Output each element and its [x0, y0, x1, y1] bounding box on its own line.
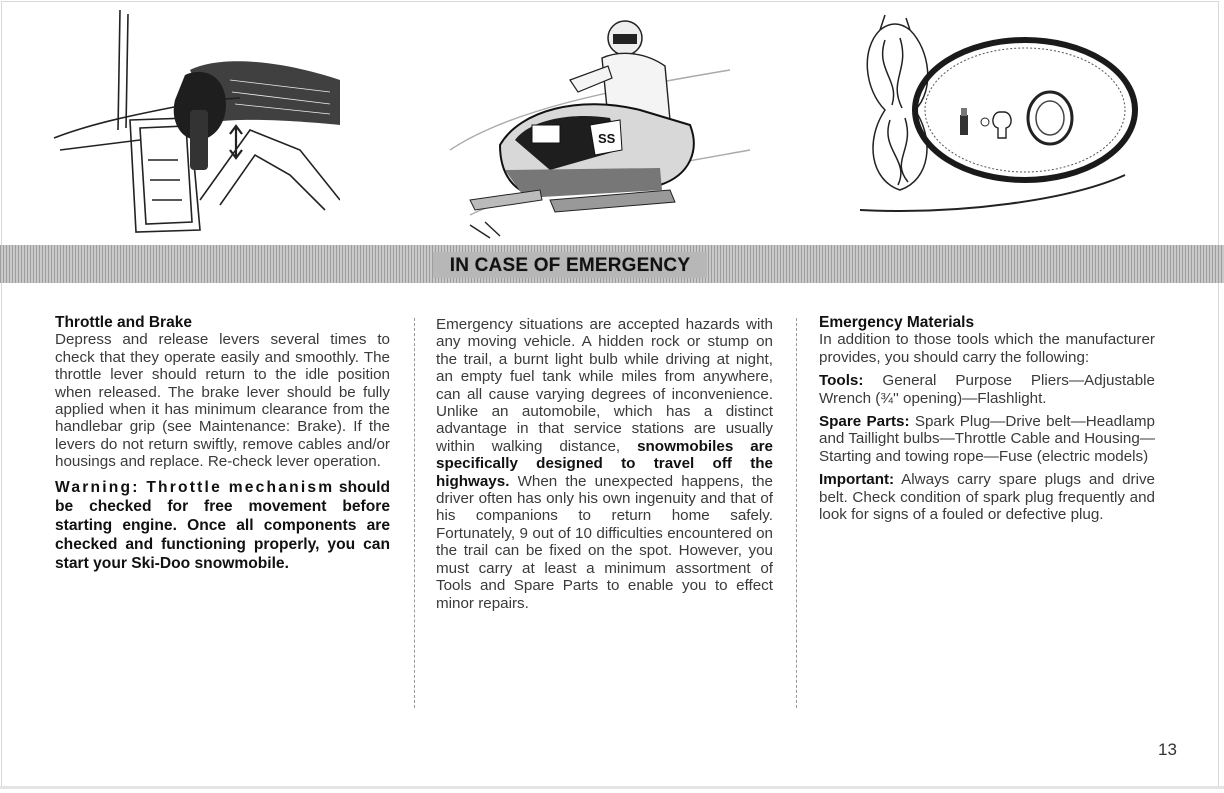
important-text: Always carry spare plugs and drive belt. Check condition of spark plug frequently and look for signs of a fouled or defective plug.	[819, 471, 1155, 524]
intro-body-start: Emergency situations are accepted hazards with any moving vehicle. A hidden rock or stump on the trail, a burnt light bulb while driving at night, an empty fuel tank while miles from anywhere, can all cause varying degrees of inconvenience. Unlike an automobile, which has a distinct advantage in that service stations are usually within walking distance,	[436, 316, 773, 455]
materials-intro: In addition to those tools which the manufacturer provides, you should carry the following:	[819, 331, 1155, 366]
column-divider	[414, 318, 415, 708]
throttle-brake-body: Depress and release levers several times to check that they operate easily and smoothly. The throttle lever should return to the idle position when released. The brake lever should be fully applied when it has minimum clearance from the handlebar grip (see Maintenance: Brake). If the levers do not return swiftly, remove cables and/or housings and replace. Re-check lever operation.	[55, 331, 390, 471]
throttle-brake-heading: Throttle and Brake	[55, 314, 192, 331]
materials-heading: Emergency Materials	[819, 314, 975, 331]
page-number: 13	[1158, 740, 1177, 759]
section-title: IN CASE OF EMERGENCY	[433, 252, 707, 278]
throttle-warning	[55, 478, 390, 573]
column-emergency-intro	[436, 316, 773, 612]
intro-body-end: When the unexpected happens, the driver often has only his own ingenuity and that of his companions to return home safely. Fortunately, 9 out of 10 difficulties encountered on the trail can be fixed on the spot. However, you must carry at least a minimum assortment of Tools and Spare Parts to enable you to effect minor repairs.	[436, 472, 773, 612]
emergency-intro-text	[436, 316, 773, 612]
column-throttle-brake	[55, 314, 390, 573]
tools-text: General Purpose Pliers—Adjustable Wrench (¾'' opening)—Flashlight.	[819, 372, 1155, 407]
column-divider	[796, 318, 797, 708]
svg-text:SS: SS	[598, 131, 616, 146]
spare-parts-text: Spark Plug—Drive belt—Headlamp and Taillight bulbs—Throttle Cable and Housing—Starting and towing rope—Fuse (electric models)	[819, 413, 1155, 465]
snowmobile-rider-illustration	[430, 0, 760, 245]
important-label: Important:	[819, 471, 895, 489]
emergency-tools-illustration	[840, 0, 1140, 245]
warning-label: Warning: Throttle mechanism	[55, 478, 335, 496]
tools-label: Tools:	[819, 372, 864, 390]
bottom-edge	[0, 786, 1224, 789]
warning-text: should be checked for free movement before starting engine. Once all components are checked and functioning properly, you can start your Ski-Doo snowmobile.	[55, 478, 390, 572]
important-paragraph	[819, 471, 1155, 523]
column-emergency-materials	[819, 314, 1155, 523]
spare-parts-paragraph	[819, 413, 1155, 465]
throttle-hand-illustration	[40, 0, 340, 245]
spare-parts-label: Spare Parts:	[819, 413, 910, 431]
tools-paragraph	[819, 372, 1155, 407]
intro-bold-text: snowmobiles are specifically designed to travel off the highways.	[436, 437, 773, 490]
